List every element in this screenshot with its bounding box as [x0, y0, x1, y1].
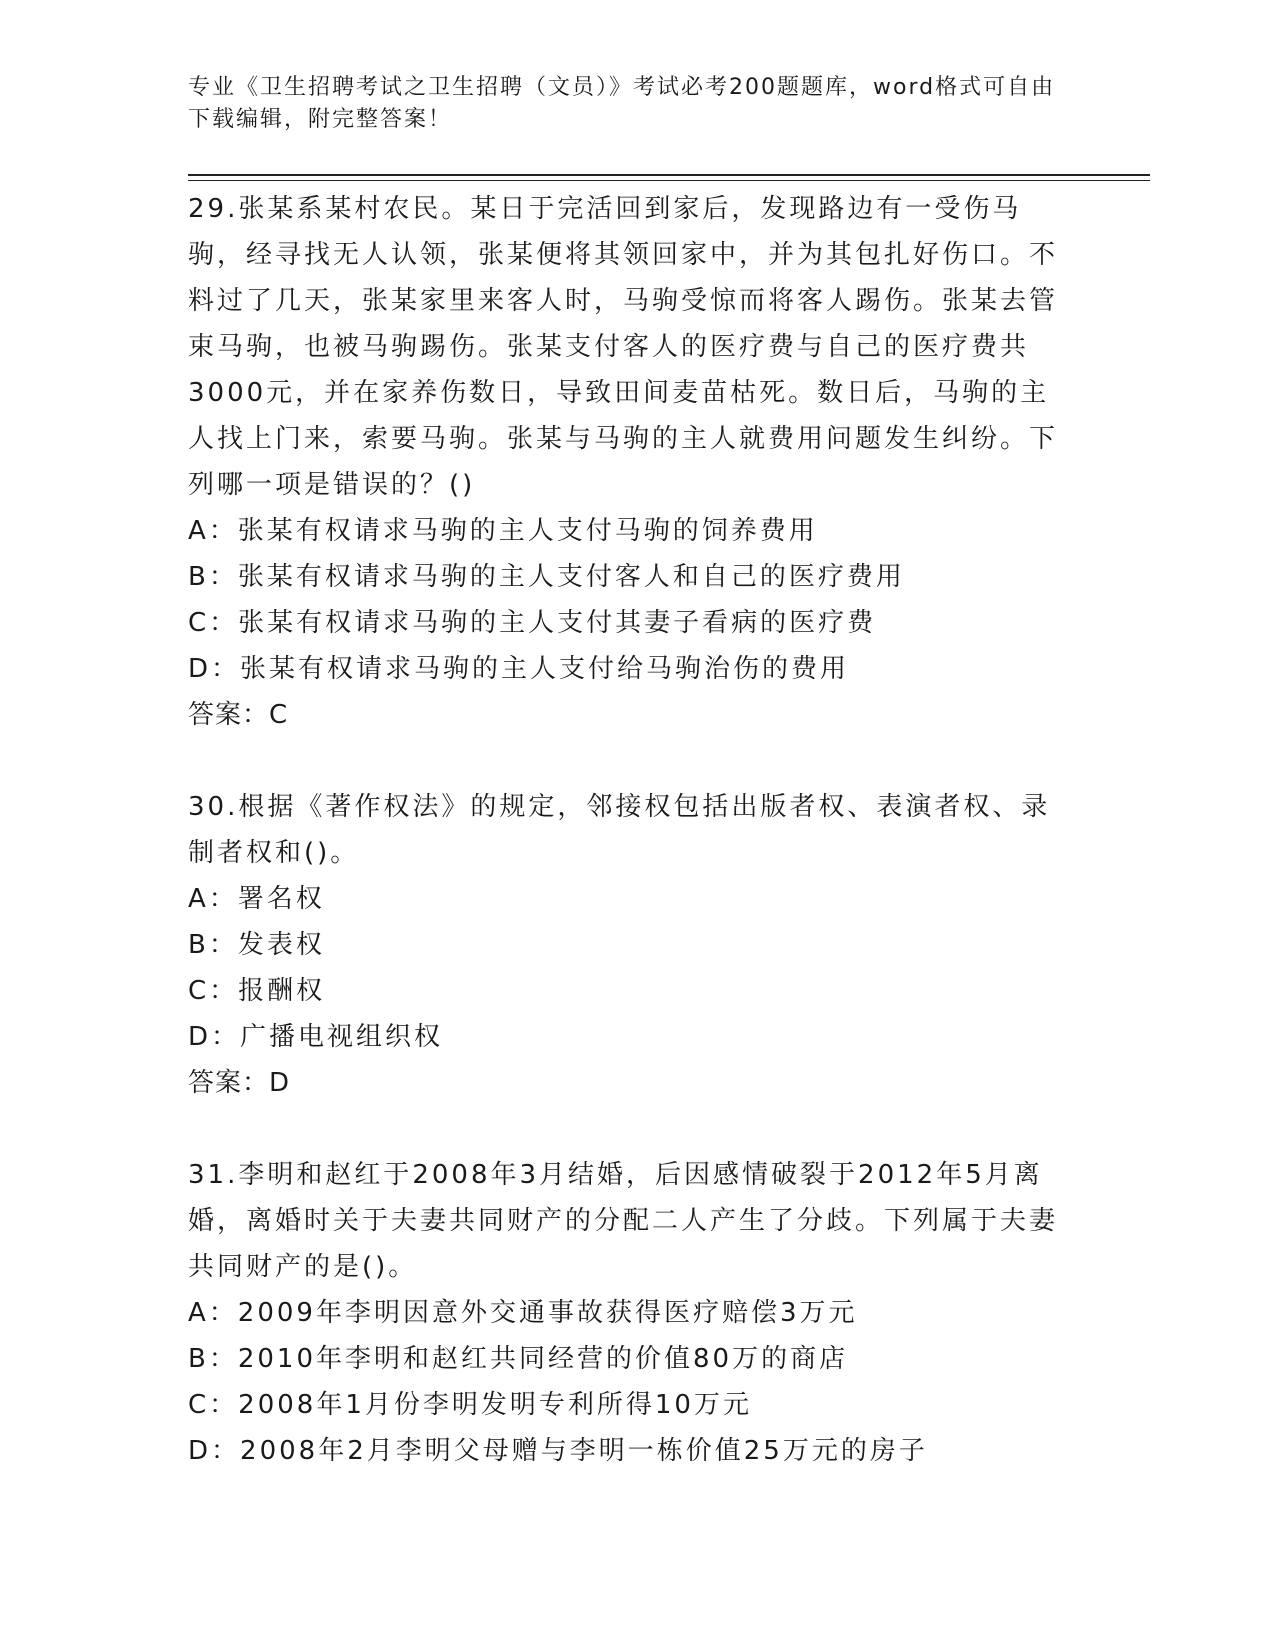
option-b: B：2010年李明和赵红共同经营的价值80万的商店	[188, 1344, 849, 1374]
option-c: C：报酬权	[188, 976, 326, 1006]
question-text: 31.李明和赵红于2008年3月结婚，后因感情破裂于2012年5月离婚，离婚时关于夫妻共同财产的分配二人产生了分歧。下列属于夫妻共同财产的是()。	[188, 1160, 1059, 1282]
document-header: 专业《卫生招聘考试之卫生招聘（文员）》考试必考200题题库，word格式可自由下载编辑，附完整答案！	[188, 75, 1056, 132]
spacer	[188, 738, 1068, 784]
question-29	[188, 186, 1068, 738]
option-a: A：2009年李明因意外交通事故获得医疗赔偿3万元	[188, 1298, 858, 1328]
question-31	[188, 1152, 1068, 1474]
question-30	[188, 784, 1068, 1106]
header-divider-thick	[188, 174, 1150, 176]
question-text: 30.根据《著作权法》的规定，邻接权包括出版者权、表演者权、录制者权和()。	[188, 792, 1051, 868]
option-b: B：张某有权请求马驹的主人支付客人和自己的医疗费用	[188, 562, 905, 592]
option-b: B：发表权	[188, 930, 325, 960]
header-divider-thin	[188, 180, 1150, 181]
option-d: D：2008年2月李明父母赠与李明一栋价值25万元的房子	[188, 1436, 928, 1466]
option-a: A：张某有权请求马驹的主人支付马驹的饲养费用	[188, 516, 818, 546]
option-d: D：张某有权请求马驹的主人支付给马驹治伤的费用	[188, 654, 850, 684]
option-d: D：广播电视组织权	[188, 1022, 444, 1052]
answer: 答案：D	[188, 1068, 291, 1098]
spacer	[188, 1106, 1068, 1152]
question-text: 29.张某系某村农民。某日于完活回到家后，发现路边有一受伤马驹，经寻找无人认领，张某便将其领回家中，并为其包扎好伤口。不料过了几天，张某家里来客人时，马驹受惊而将客人踢伤。张某去管束马驹，也被马驹踢伤。张某支付客人的医疗费与自己的医疗费共3000元，并在家养伤数日，导致田间麦苗枯死。数日后，马驹的主人找上门来，索要马驹。张某与马驹的主人就费用问题发生纠纷。下列哪一项是错误的？()	[188, 194, 1059, 500]
answer: 答案：C	[188, 700, 289, 730]
option-a: A：署名权	[188, 884, 325, 914]
option-c: C：张某有权请求马驹的主人支付其妻子看病的医疗费	[188, 608, 877, 638]
option-c: C：2008年1月份李明发明专利所得10万元	[188, 1390, 752, 1420]
question-list	[188, 186, 1068, 1474]
